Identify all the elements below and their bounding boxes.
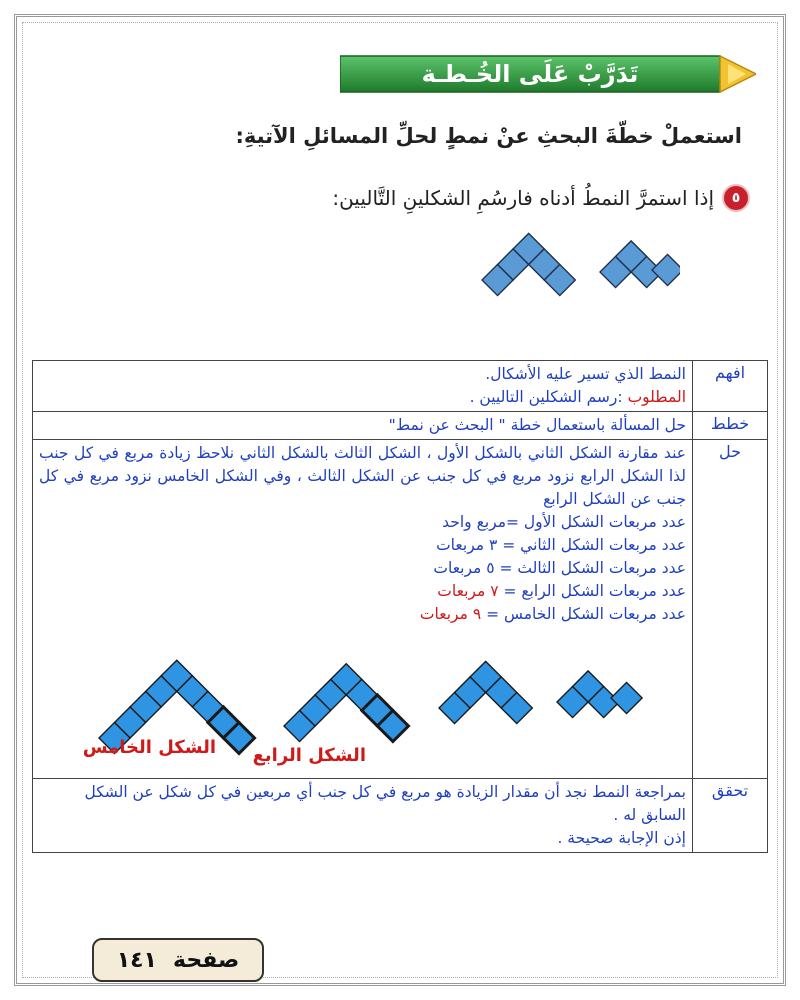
verify-line-1: بمراجعة النمط نجد أن مقدار الزيادة هو مربع في كل جنب أي مربعين في كل شكل عن الشكل السابق له .: [84, 783, 686, 824]
count-line: عدد مربعات الشكل الرابع = ٧ مربعات: [437, 582, 686, 600]
row-content: [33, 361, 693, 412]
solve-paragraph: عند مقارنة الشكل الثاني بالشكل الأول ، الشكل الثالث بالشكل الثاني نلاحظ زيادة مربع في كل جنب لذا الشكل الرابع نزود مربع في كل جنب عن الشكل الثالث ، وفي الشكل الخامس نزود مربع في كل جنب عن الشكل الرابع: [39, 444, 686, 508]
fifth-figure-label: الشكل الخامس: [82, 737, 216, 758]
question-number: ٥: [722, 184, 750, 212]
count-line: عدد مربعات الشكل الثالث = ٥ مربعات: [433, 559, 686, 577]
table-row-verify: [33, 779, 768, 853]
count-line: عدد مربعات الشكل الخامس = ٩ مربعات: [419, 605, 686, 623]
third-figure: [439, 661, 532, 754]
understand-line-1: النمط الذي تسير عليه الأشكال.: [485, 365, 686, 383]
count-line: عدد مربعات الشكل الأول =مربع واحد: [442, 513, 686, 531]
page-number-box: [92, 938, 264, 982]
banner: [340, 50, 756, 98]
count-line: عدد مربعات الشكل الثاني = ٣ مربعات: [436, 536, 686, 554]
top-fig-3: [482, 233, 575, 320]
row-label: تحقق: [693, 779, 768, 853]
row-content: حل المسألة باستعمال خطة " البحث عن نمط": [33, 412, 693, 440]
understand-line-2: [39, 386, 686, 409]
top-fig-1: [652, 254, 680, 285]
top-fig-2: [600, 241, 662, 303]
row-label: افهم: [693, 361, 768, 412]
second-figure: [557, 671, 619, 733]
banner-title: تَدَرَّبْ عَلَى الخُـطـة: [421, 60, 639, 88]
table-row-understand: [33, 361, 768, 412]
verify-line-2: إذن الإجابة صحيحة .: [557, 829, 686, 847]
required-text: :رسم الشكلين التاليين .: [469, 388, 628, 406]
instruction-text: استعملْ خطّةَ البحثِ عنْ نمطٍ لحلِّ المسائلِ الآتيةِ:: [235, 124, 742, 148]
solution-table: [32, 360, 768, 853]
page-number: ١٤١: [116, 947, 157, 973]
row-content: [33, 779, 693, 853]
row-label: خطط: [693, 412, 768, 440]
table-row-plan: [33, 412, 768, 440]
first-figure: [611, 682, 642, 713]
fourth-figure-label: الشكل الرابع: [252, 745, 366, 766]
row-label: حل: [693, 440, 768, 779]
row-content: [33, 440, 693, 779]
solution-figures: [39, 626, 686, 776]
question-text: إذا استمرَّ النمطُ أدناه فارسُمِ الشكلينِ التَّاليين:: [332, 186, 714, 210]
table-row-solve: [33, 440, 768, 779]
page-label: صفحة: [173, 947, 240, 973]
top-pattern-figure: [420, 230, 680, 320]
required-label: المطلوب: [627, 388, 686, 406]
question-line: [332, 184, 750, 212]
